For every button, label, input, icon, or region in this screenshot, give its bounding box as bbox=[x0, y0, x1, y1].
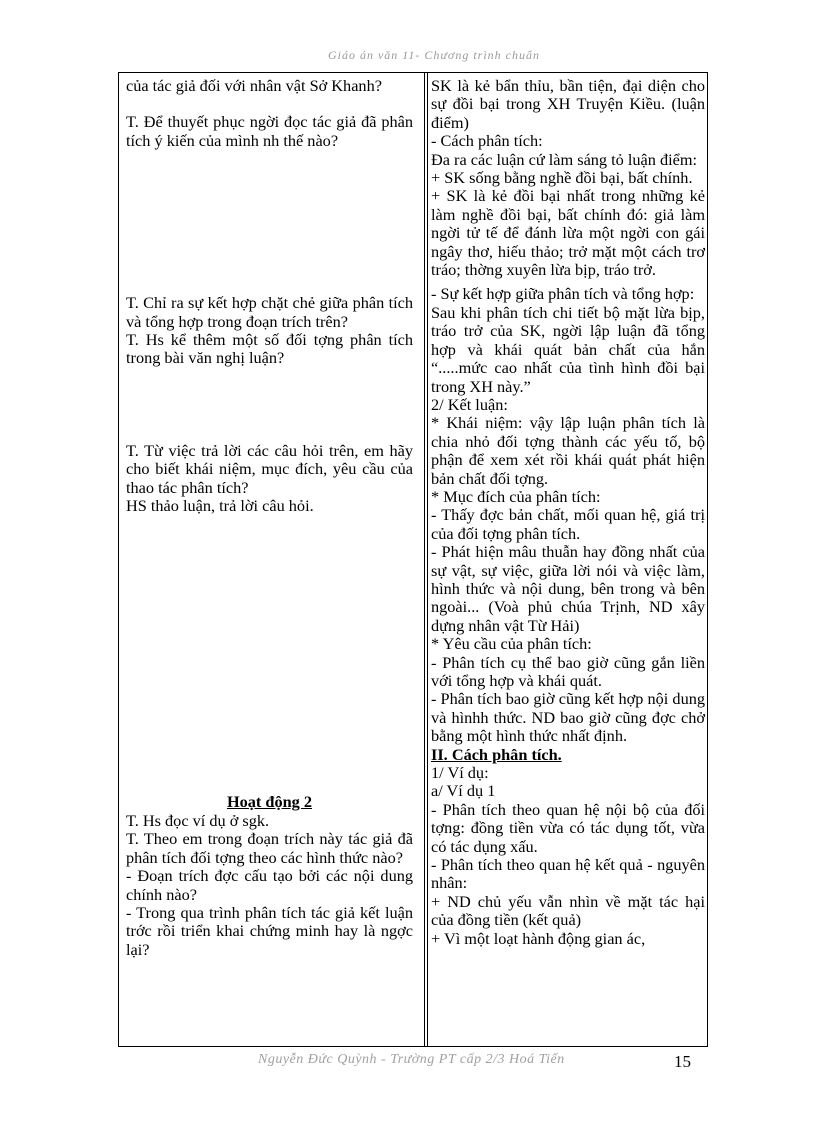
right-text-17: 1/ Ví dụ: bbox=[431, 763, 489, 783]
right-text-5: + SK là kẻ đồi bại nhất trong những kẻ làm nghề đồi bại, bất chính đó: giả làm ngời tử tế để đánh lừa một ngời con gái ngây thơ, hiếu thảo; trở mặt một cách trơ tráo; thờng xuyên lừa bịp, tráo trở. bbox=[431, 186, 705, 280]
right-text-1: SK là kẻ bẩn thỉu, bần tiện, đại diện cho sự đồi bại trong XH Truyện Kiều. (luận điểm) bbox=[431, 76, 705, 132]
column-divider bbox=[424, 72, 428, 1047]
right-text-21: + ND chủ yếu vẫn nhìn về mặt tác hại của đồng tiền (kết quả) bbox=[431, 891, 705, 930]
right-text-12: - Phát hiện mâu thuẫn hay đồng nhất của sự vật, sự việc, giữa lời nói và việc làm, hình thức và nội dung, bên trong và bên ngoài... (Voà phủ chúa Trịnh, ND xây dựng nhân vật Từ Hải) bbox=[431, 542, 705, 635]
right-text-15: - Phân tích bao giờ cũng kết hợp nội dung và hìnhh thức. ND bao giờ cũng đợc chở bằng một hình thức nhất định. bbox=[431, 689, 705, 746]
right-text-22: + Vì một loạt hành động gian ác, bbox=[431, 928, 646, 948]
page-header bbox=[0, 48, 816, 63]
right-text-9: * Khái niệm: vậy lập luận phân tích là chia nhỏ đối tợng thành các yếu tố, bộ phận để xem xét rồi khái quát phát hiện bản chất đối tợng. bbox=[431, 413, 705, 488]
right-text-18: a/ Ví dụ 1 bbox=[431, 781, 496, 801]
left-text-9: - Đoạn trích đợc cấu tạo bởi các nội dung chính nào? bbox=[126, 866, 413, 904]
left-text-8: T. Theo em trong đoạn trích này tác giả đã phân tích đối tợng theo các hình thức nào? bbox=[126, 829, 413, 867]
right-text-11: - Thấy đợc bản chất, mối quan hệ, giá trị của đối tợng phân tích. bbox=[431, 505, 705, 543]
left-text-3: T. Chỉ ra sự kết hợp chặt chẻ giữa phân tích và tổng hợp trong đoạn trích trên? bbox=[126, 293, 413, 331]
right-text-4: + SK sống bằng nghề đồi bại, bất chính. bbox=[431, 168, 693, 188]
right-text-19: - Phân tích theo quan hệ nội bộ của đối tợng: đồng tiền vừa có tác dụng tốt, vừa có tác dụng xấu. bbox=[431, 799, 705, 856]
right-text-2: - Cách phân tích: bbox=[431, 131, 543, 151]
right-text-20: - Phân tích theo quan hệ kết quả - nguyên nhân: bbox=[431, 855, 705, 893]
lesson-table bbox=[118, 72, 708, 1047]
left-text-2: T. Để thuyết phục ngời đọc tác giả đã phân tích ý kiến của mình nh thế nào? bbox=[126, 112, 413, 150]
right-text-14: - Phân tích cụ thể bao giờ cũng gắn liền với tổng hợp và khái quát. bbox=[431, 652, 705, 690]
content-column bbox=[431, 77, 705, 948]
section-heading-ii: II. Cách phân tích. bbox=[431, 744, 562, 764]
right-text-6: - Sự kết hợp giữa phân tích và tổng hợp: bbox=[431, 284, 695, 304]
header-title: Giáo án văn 11- Chương trình chuẩn bbox=[327, 48, 540, 62]
left-text-6: HS thảo luận, trả lời câu hỏi. bbox=[126, 496, 314, 516]
page-footer: Nguyễn Đức Quỳnh - Trường PT cấp 2/3 Hoá Tiến bbox=[258, 1052, 565, 1067]
right-text-10: * Mục đích của phân tích: bbox=[431, 486, 601, 506]
right-text-7: Sau khi phân tích chi tiết bộ mặt lừa bịp, tráo trở của SK, ngời lập luận đã tổng hợp và khái quát bản chất của hắn “.....mức cao nhất của tình hình đồi bại trong XH này.” bbox=[431, 302, 705, 396]
activity-heading: Hoạt động 2 bbox=[226, 792, 313, 812]
page-number: 15 bbox=[674, 1052, 691, 1071]
right-text-13: * Yêu cầu của phân tích: bbox=[431, 634, 592, 654]
teacher-column bbox=[126, 77, 413, 959]
left-text-10: - Trong qua trình phân tích tác giả kết luận trớc rồi triển khai chứng minh hay là ngợc lại? bbox=[126, 902, 413, 959]
left-text-5: T. Từ việc trả lời các câu hỏi trên, em hãy cho biết khái niệm, mục đích, yêu cầu của thao tác phân tích? bbox=[126, 440, 413, 497]
left-text-7: T. Hs đọc ví dụ ở sgk. bbox=[126, 810, 270, 830]
left-text-4: T. Hs kể thêm một số đối tợng phân tích trong bài văn nghị luận? bbox=[126, 330, 413, 368]
right-text-8: 2/ Kết luận: bbox=[431, 394, 508, 414]
right-text-3: Đa ra các luận cứ làm sáng tỏ luận điểm: bbox=[431, 149, 698, 169]
left-text-1: của tác giả đối với nhân vật Sở Khanh? bbox=[126, 76, 382, 95]
